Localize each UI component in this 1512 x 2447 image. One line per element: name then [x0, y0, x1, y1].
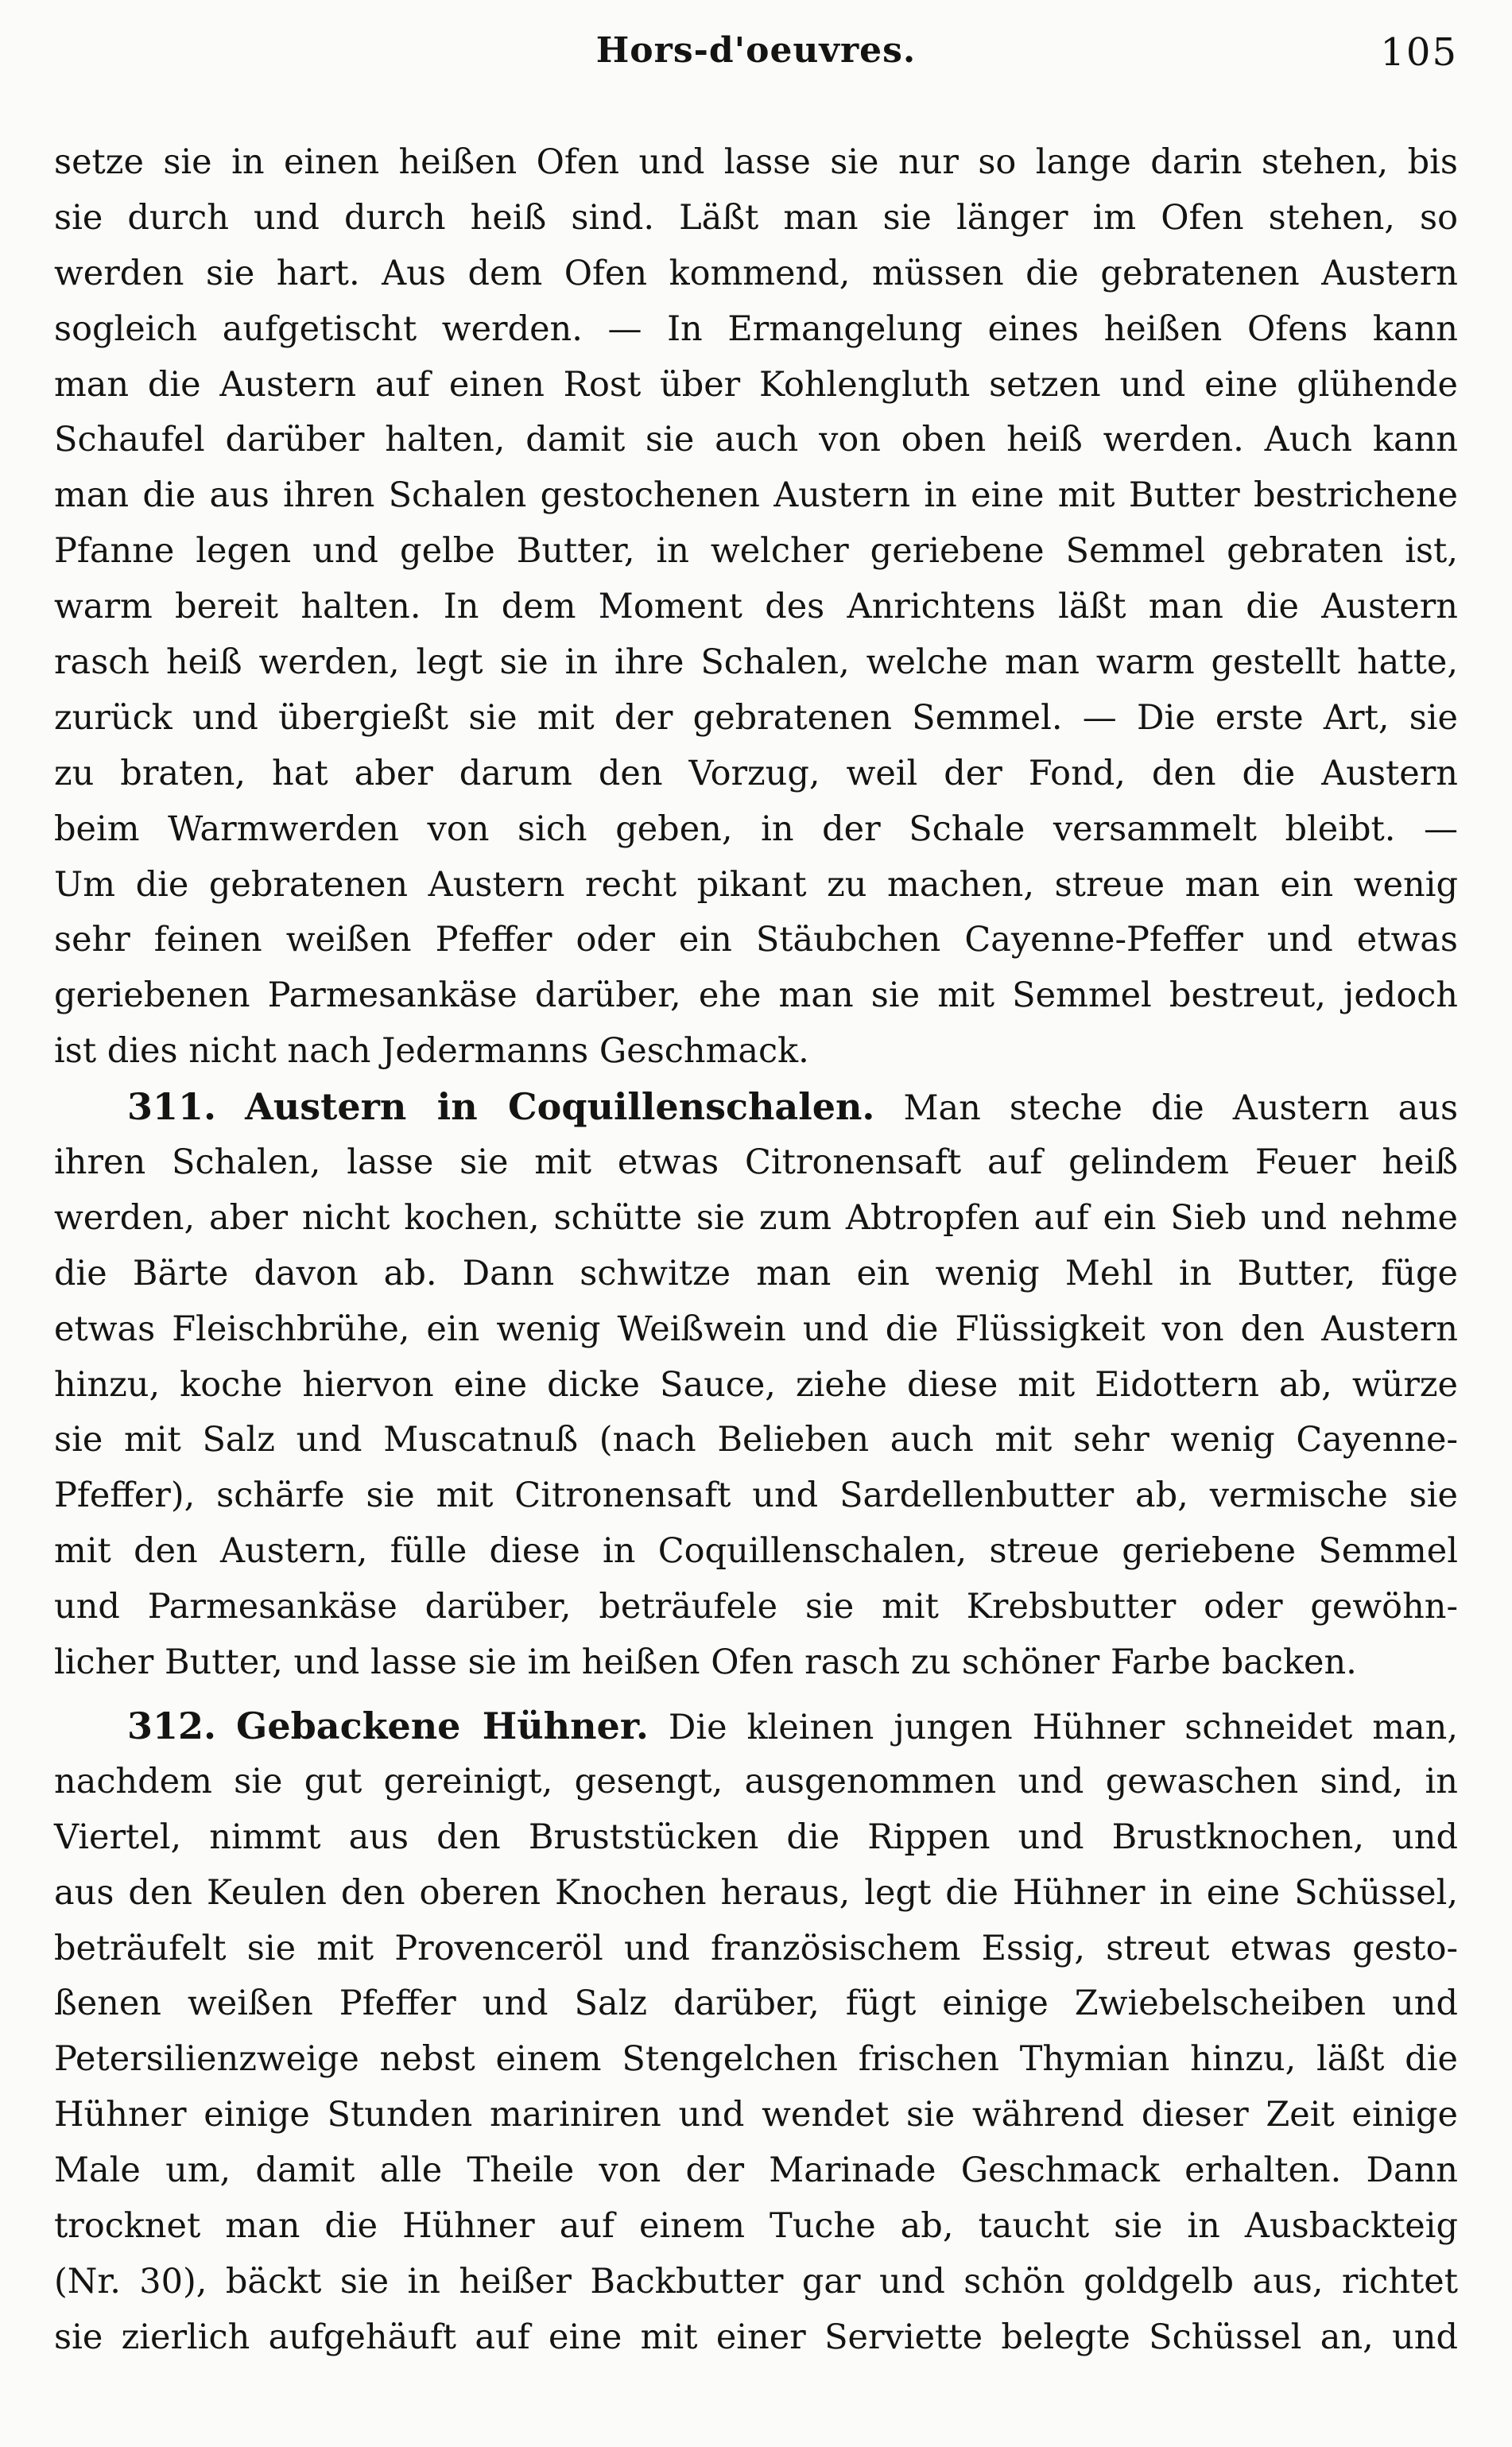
running-head — [54, 30, 1458, 78]
text-line: beim Warmwerden von sich geben, in der Schale versammelt bleibt. — — [54, 809, 1458, 849]
recipe-312 — [54, 1699, 1458, 2366]
text-line: warm bereit halten. In dem Moment des Anrichtens läßt man die Austern — [54, 587, 1458, 627]
text-line: etwas Fleischbrühe, ein wenig Weißwein und die Flüssigkeit von den Austern — [54, 1309, 1458, 1349]
text-line: sie durch und durch heiß sind. Läßt man sie länger im Ofen stehen, so — [54, 197, 1458, 238]
text-line: Viertel, nimmt aus den Bruststücken die Rippen und Brustknochen, und — [54, 1817, 1458, 1857]
recipe-number: 312. — [127, 1704, 217, 1747]
text-line: zurück und übergießt sie mit der gebratenen Semmel. — Die erste Art, sie — [54, 697, 1458, 738]
page-header-title: Hors-d'oeuvres. — [595, 30, 917, 71]
text-line: ihren Schalen, lasse sie mit etwas Citronensaft auf gelindem Feuer heiß — [54, 1142, 1458, 1183]
text-line: nachdem sie gut gereinigt, gesengt, ausgenommen und gewaschen sind, in — [54, 1761, 1458, 1801]
text-line: mit den Austern, fülle diese in Coquillenschalen, streue geriebene Semmel — [54, 1531, 1458, 1572]
text-line: zu braten, hat aber darum den Vorzug, weil der Fond, den die Austern — [54, 753, 1458, 793]
recipe-311 — [54, 1080, 1458, 1691]
recipe-heading-line — [54, 1699, 1458, 1755]
recipe-first-line-text: Die kleinen jungen Hühner schneidet man, — [668, 1707, 1459, 1747]
text-line: werden, aber nicht kochen, schütte sie zum Abtropfen auf ein Sieb und nehme — [54, 1197, 1458, 1238]
paragraph-gap — [54, 1691, 1458, 1699]
text-line: licher Butter, und lasse sie im heißen Ofen rasch zu schöner Farbe backen. — [54, 1642, 1357, 1683]
recipe-title: Austern in Coquillenschalen. — [245, 1085, 875, 1129]
text-line: sie mit Salz und Muscatnuß (nach Belieben auch mit sehr wenig Cayenne- — [54, 1420, 1458, 1460]
text-line: Petersilienzweige nebst einem Stengelchen frischen Thymian hinzu, läßt die — [54, 2039, 1458, 2080]
body-text — [54, 135, 1458, 2366]
text-line: ist dies nicht nach Jedermanns Geschmack. — [54, 1031, 809, 1072]
text-line: (Nr. 30), bäckt sie in heißer Backbutter gar und schön goldgelb aus, richtet — [54, 2261, 1458, 2302]
text-line: Hühner einige Stunden mariniren und wendet sie während dieser Zeit einige — [54, 2095, 1458, 2135]
text-line: Male um, damit alle Theile von der Marinade Geschmack erhalten. Dann — [54, 2150, 1458, 2191]
text-line: Pfeffer), schärfe sie mit Citronensaft und Sardellenbutter ab, vermische sie — [54, 1476, 1458, 1516]
text-line: Schaufel darüber halten, damit sie auch von oben heiß werden. Auch kann — [54, 420, 1458, 460]
text-line: sehr feinen weißen Pfeffer oder ein Stäubchen Cayenne-Pfeffer und etwas — [54, 920, 1458, 960]
text-line: sie zierlich aufgehäuft auf eine mit einer Serviette belegte Schüssel an, und — [54, 2317, 1458, 2357]
recipe-first-line-text: Man steche die Austern aus — [903, 1088, 1459, 1129]
recipe-heading-line — [54, 1080, 1458, 1135]
text-line: setze sie in einen heißen Ofen und lasse sie nur so lange darin stehen, bis — [54, 142, 1458, 182]
text-line: trocknet man die Hühner auf einem Tuche ab, taucht sie in Ausbackteig — [54, 2205, 1458, 2246]
recipe-number: 311. — [127, 1085, 217, 1129]
recipe-title: Gebackene Hühner. — [236, 1704, 649, 1747]
text-line: beträufelt sie mit Provenceröl und französischem Essig, streut etwas gesto- — [54, 1928, 1458, 1968]
text-line: man die aus ihren Schalen gestochenen Austern in eine mit Butter bestrichene — [54, 475, 1458, 516]
text-line: Um die gebratenen Austern recht pikant zu machen, streue man ein wenig — [54, 864, 1458, 905]
text-line: hinzu, koche hiervon eine dicke Sauce, ziehe diese mit Eidottern ab, würze — [54, 1364, 1458, 1405]
text-line: aus den Keulen den oberen Knochen heraus, legt die Hühner in eine Schüssel, — [54, 1872, 1458, 1913]
continuation-paragraph — [54, 135, 1458, 1080]
text-line: geriebenen Parmesankäse darüber, ehe man sie mit Semmel bestreut, jedoch — [54, 975, 1458, 1016]
page-number: 105 — [1380, 30, 1458, 75]
text-line: die Bärte davon ab. Dann schwitze man ein wenig Mehl in Butter, füge — [54, 1253, 1458, 1293]
text-line: werden sie hart. Aus dem Ofen kommend, müssen die gebratenen Austern — [54, 253, 1458, 293]
text-line: und Parmesankäse darüber, beträufele sie mit Krebsbutter oder gewöhn- — [54, 1587, 1458, 1627]
text-line: Pfanne legen und gelbe Butter, in welcher geriebene Semmel gebraten ist, — [54, 531, 1458, 572]
text-line: sogleich aufgetischt werden. — In Ermangelung eines heißen Ofens kann — [54, 308, 1458, 349]
text-line: ßenen weißen Pfeffer und Salz darüber, fügt einige Zwiebelscheiben und — [54, 1984, 1458, 2024]
text-line: man die Austern auf einen Rost über Kohlengluth setzen und eine glühende — [54, 364, 1458, 405]
text-line: rasch heiß werden, legt sie in ihre Schalen, welche man warm gestellt hatte, — [54, 642, 1458, 683]
